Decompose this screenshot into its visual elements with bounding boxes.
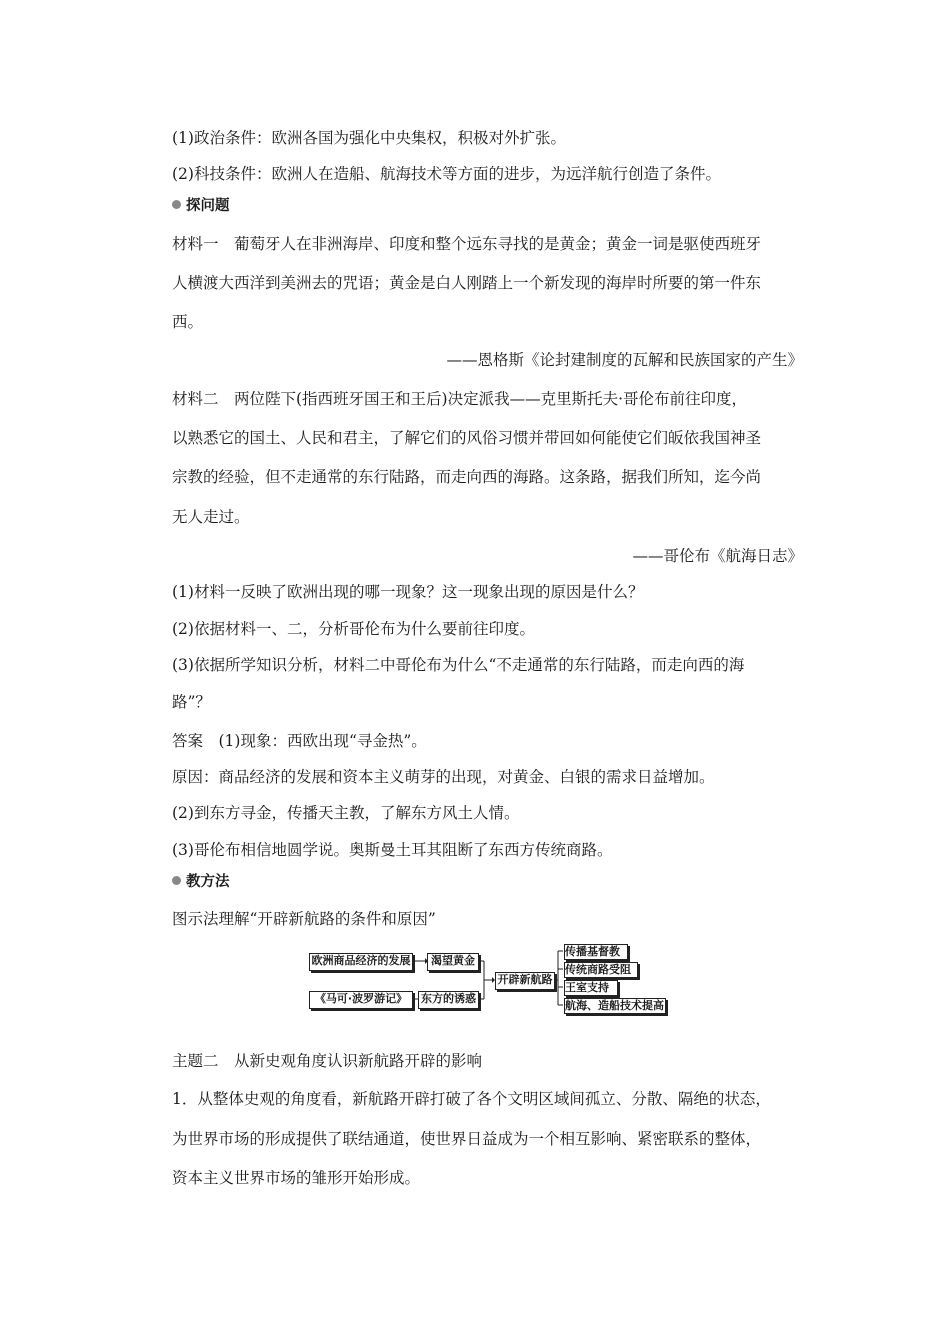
material2-source: ——哥伦布《航海日志》: [632, 547, 803, 565]
method-intro: 图示法理解“开辟新航路的条件和原因”: [172, 910, 436, 928]
material1-line: 材料一 葡萄牙人在非洲海岸、印度和整个远东寻找的是黄金；黄金一词是驱使西班牙: [172, 235, 762, 253]
answer: (3)哥伦布相信地圆学说。奥斯曼土耳其阻断了东西方传统商路。: [172, 841, 613, 859]
political-condition: (1)政治条件：欧洲各国为强化中央集权，积极对外扩张。: [172, 129, 566, 147]
material1-line: 西。: [172, 313, 204, 331]
material2-line: 无人走过。: [172, 508, 250, 526]
material1-line: 人横渡大西洋到美洲去的咒语；黄金是白人刚踏上一个新发现的海岸时所要的第一件东: [172, 274, 762, 292]
royal-support-box: 王室支持: [564, 980, 618, 996]
new-route-box: 开辟新航路: [495, 972, 555, 990]
material2-line: 宗教的经验，但不走通常的东行陆路，而走向西的海路。这条路，据我们所知，迄今尚: [172, 468, 762, 486]
method-heading: 教方法: [172, 872, 230, 892]
question: (2)依据材料一、二，分析哥伦布为什么要前往印度。: [172, 620, 535, 638]
marco-polo-travels-box: 《马可·波罗游记》: [309, 991, 413, 1009]
desire-for-gold-box: 渴望黄金: [427, 953, 479, 971]
navigation-technology-box: 航海、造船技术提高: [565, 999, 664, 1012]
material2-line: 以熟悉它的国土、人民和君主，了解它们的风俗习惯并带回如何能使它们皈依我国神圣: [172, 429, 762, 447]
spread-christianity-box: 传播基督教: [564, 944, 628, 960]
tech-condition: (2)科技条件：欧洲人在造船、航海技术等方面的进步，为远洋航行创造了条件。: [172, 165, 721, 183]
theme2-point: 资本主义世界市场的雏形开始形成。: [172, 1169, 421, 1187]
answer: 原因：商品经济的发展和资本主义萌芽的出现，对黄金、白银的需求日益增加。: [172, 768, 715, 786]
explore-heading: 探问题: [172, 196, 230, 216]
theme2-point: 1．从整体史观的角度看，新航路开辟打破了各个文明区域间孤立、分散、隔绝的状态，: [172, 1090, 771, 1108]
european-commodity-economy-box: 欧洲商品经济的发展: [309, 953, 413, 971]
trade-route-blocked-box: 传统商路受阻: [564, 962, 638, 978]
theme2-title: 主题二 从新史观角度认识新航路开辟的影响: [172, 1052, 483, 1070]
material2-line: 材料二 两位陛下(指西班牙国王和王后)决定派我——克里斯托夫·哥伦布前往印度，: [172, 390, 748, 408]
answer: (2)到东方寻金，传播天主教，了解东方风土人情。: [172, 804, 520, 822]
question: (3)依据所学知识分析，材料二中哥伦布为什么“不走通常的东行陆路，而走向西的海: [172, 656, 745, 674]
material1-source: ——恩格斯《论封建制度的瓦解和民族国家的产生》: [446, 351, 803, 369]
eastern-temptation-box: 东方的诱惑: [418, 991, 479, 1009]
question: 路”？: [172, 693, 211, 711]
theme2-point: 为世界市场的形成提供了联结通道，使世界日益成为一个相互影响、紧密联系的整体，: [172, 1130, 762, 1148]
answer: 答案 (1)现象：西欧出现“寻金热”。: [172, 732, 427, 750]
question: (1)材料一反映了欧洲出现的哪一现象？这一现象出现的原因是什么？: [172, 583, 644, 601]
